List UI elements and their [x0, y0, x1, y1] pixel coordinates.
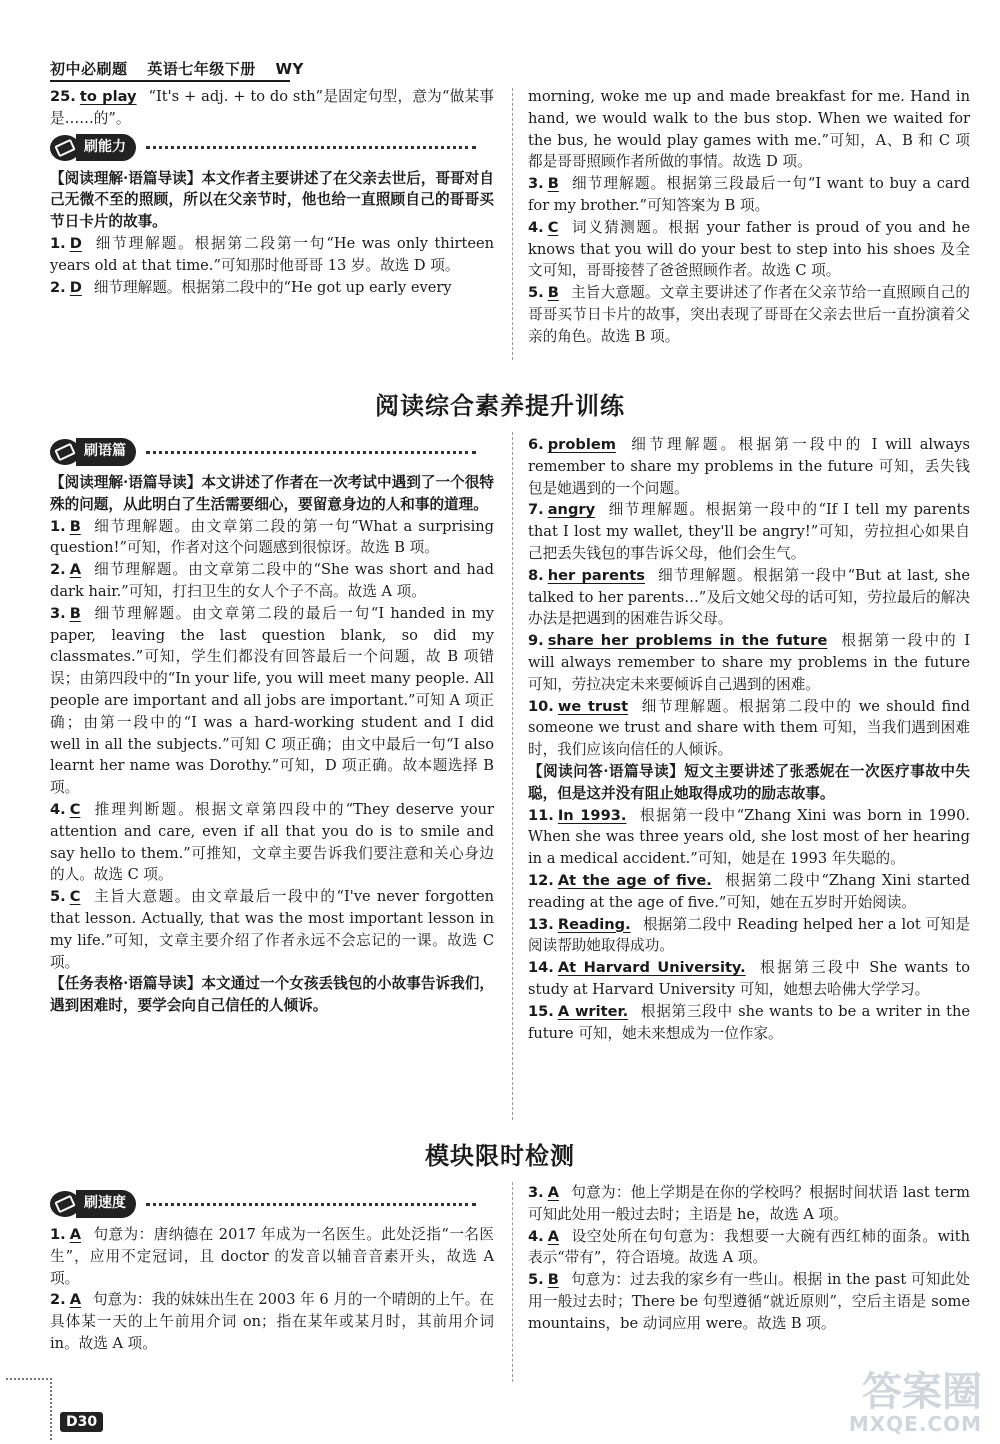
answer-key: D: [69, 234, 82, 252]
answer-key: B: [69, 604, 81, 622]
passage-guide: 【阅读理解·语篇导读】本文讲述了作者在一次考试中遇到了一个很特殊的问题，从此明白了生活需要细心，要留意身边的人和事的道理。: [50, 474, 494, 513]
passage-guide: 【阅读问答·语篇导读】短文主要讲述了张悉妮在一次医疗事故中失聪，但是这并没有阻止她取得成功的励志故事。: [528, 762, 970, 802]
passage-guide: 【任务表格·语篇导读】本文通过一个女孩丢钱包的小故事告诉我们，遇到困难时，要学会向自己信任的人倾诉。: [50, 975, 494, 1015]
brush-icon: [50, 439, 80, 465]
answer-key: to play: [79, 88, 137, 105]
passage-guide: 【阅读理解·语篇导读】本文作者主要讲述了在父亲去世后，哥哥对自己无微不至的照顾，所以在父亲节时，他也给一直照顾自己的哥哥买节日卡片的故事。: [50, 169, 494, 231]
answer-key: B: [547, 175, 559, 193]
answer-key: her parents: [547, 566, 645, 584]
answer-item: 11. In 1993. 根据第一段中“Zhang Xini was born in 1990. When she was three years old, she lost most of her hearing in a medical accident.”可知，她是在 1993 年失聪的。: [528, 806, 971, 868]
header-underline: [50, 80, 290, 82]
answer-key: we trust: [557, 697, 629, 715]
answer-key: At the age of five.: [557, 871, 712, 889]
column-divider-mid: [512, 432, 513, 1120]
section-title: 模块限时检测: [425, 1142, 575, 1170]
subject-name: 英语七年级下册: [147, 60, 256, 78]
answer-item: 5. B 句意为：过去我的家乡有一些山。根据 in the past 可知此处用一般过去时；There be 句型遵循“就近原则”，空后主语是 some mountains，be 动词应用 were。故选 B 项。: [528, 1271, 970, 1332]
book-name: 初中必刷题: [50, 60, 128, 78]
answer-key: C: [69, 800, 81, 818]
top-left-column: [50, 86, 494, 298]
answer-item: 2. D 细节理解题。根据第二段中的“He got up early every: [50, 278, 452, 296]
answer-item: 1. A 句意为：唐纳德在 2017 年成为一名医生。此处泛指“一名医生”，应用不定冠词，且 doctor 的发音以辅音音素开头，故选 A 项。: [50, 1226, 494, 1287]
brush-icon: [50, 1191, 80, 1217]
answer-item: 14. At Harvard University. 根据第三段中 She wants to study at Harvard University 可知，她想去哈佛大学学习。: [528, 959, 970, 998]
answer-key: C: [547, 218, 559, 236]
page-corner-dots: [6, 1378, 52, 1440]
dotted-rule: [146, 146, 476, 149]
answer-key: C: [69, 888, 81, 906]
continued-text: morning, woke me up and made breakfast for me. Hand in hand, we would walk to the bus stop. When we waited for the bus, he would play games with me.”可知，A、B 和 C 项都是哥哥照顾作者所做的事情。故选 D 项。: [528, 88, 970, 171]
column-divider-bottom: [512, 1182, 513, 1382]
answer-key: A: [547, 1227, 559, 1245]
answer-item: 3. A 句意为：他上学期是在你的学校吗？根据时间状语 last term 可知此处用一般过去时；主语是 he，故选 A 项。: [528, 1184, 970, 1223]
bottom-left-column: [50, 1186, 494, 1355]
section-badge: 刷能力: [50, 134, 476, 162]
answer-item: 3. B 细节理解题。根据第三段最后一句“I want to buy a card for my brother.”可知答案为 B 项。: [528, 175, 970, 214]
section-badge: 刷速度: [50, 1190, 476, 1218]
answer-item: 5. B 主旨大意题。文章主要讲述了作者在父亲节给一直照顾自己的哥哥买节日卡片的故事，突出表现了哥哥在父亲去世后一直扮演着父亲的角色。故选 B 项。: [528, 284, 970, 345]
column-divider-top: [512, 88, 513, 360]
answer-key: angry: [547, 501, 596, 519]
answer-item: 4. C 词义猜测题。根据 your father is proud of you and he knows that you will do your best to step into his shoes 及全文可知，哥哥接替了爸爸照顾作者。故选 C 项。: [528, 218, 970, 280]
answer-key: A: [69, 561, 81, 579]
top-right-column: [528, 86, 970, 348]
answer-item: 3. B 细节理解题。由文章第二段的最后一句“I handed in my paper, leaving the last question blank, so did my classmates.”可知，学生们都没有回答最后一个问题，故 B 项错误；由第四段中的“In your life, you will meet many people. All people are important and all jobs are important.”可知 A 项正确；由第一段中的“I was a hard-working student and I did well in all the subjects.”可知 C 项正确；由文中最后一句“I also learnt her name was Dorothy.”可知，D 项正确。故本题选择 B 项。: [50, 604, 494, 797]
answer-key: A writer.: [557, 1002, 629, 1020]
answer-item: 5. C 主旨大意题。由文章最后一段中的“I've never forgotten that lesson. Actually, that was the most important lesson in my life.”可知，文章主要介绍了作者永远不会忘记的一课。故选 C 项。: [50, 888, 494, 971]
answer-item: 9. share her problems in the future 根据第一段中的 I will always remember to share my problems in the future 可知，劳拉决定未来要倾诉自己遇到的困难。: [528, 632, 971, 693]
page-number: D30: [60, 1412, 103, 1432]
answer-item: 15. A writer. 根据第三段中 she wants to be a writer in the future 可知，她未来想成为一位作家。: [528, 1002, 970, 1042]
answer-key: share her problems in the future: [547, 632, 828, 650]
answer-item: 2. A 句意为：我的妹妹出生在 2003 年 6 月的一个晴朗的上午。在具体某一天的上午前用介词 on；指在某年或某月时，其前用介词 in。故选 A 项。: [50, 1291, 494, 1352]
mid-right-column: [528, 434, 970, 1044]
answer-item: 10. we trust 细节理解题。根据第二段中的 we should find someone we trust and share with them 可知，当我们遇到困难时，我们应该向信任的人倾诉。: [528, 697, 971, 759]
answer-key: B: [547, 284, 559, 302]
answer-key: A: [69, 1291, 81, 1309]
answer-key: B: [69, 517, 81, 535]
answer-key: In 1993.: [557, 806, 627, 824]
answer-item: 2. A 细节理解题。由文章第二段中的“She was short and had dark hair.”可知，打扫卫生的女人个子不高。故选 A 项。: [50, 561, 494, 600]
mid-left-column: [50, 434, 494, 1017]
answer-item: 25. to play “It's + adj. + to do sth”是固定句型，意为“做某事是……的”。: [50, 88, 494, 127]
edition-name: WY: [275, 60, 304, 78]
watermark: 答案圈 MXQE.COM: [848, 1369, 982, 1436]
answer-key: B: [547, 1271, 559, 1289]
answer-item: 8. her parents 细节理解题。根据第一段中“But at last, she talked to her parents…”及后文她父母的话可知，劳拉最后的解决办法是把遇到的困难告诉父母。: [528, 566, 970, 628]
answer-item: 13. Reading. 根据第二段中 Reading helped her a lot 可知是阅读帮助她取得成功。: [528, 915, 970, 955]
section-badge: 刷语篇: [50, 438, 476, 466]
answer-key: A: [69, 1226, 81, 1243]
page-header: [50, 58, 318, 79]
answer-item: 4. A 设空处所在句句意为：我想要一大碗有西红柿的面条。with 表示“带有”，符合语境。故选 A 项。: [528, 1227, 970, 1267]
answer-key: At Harvard University.: [557, 959, 746, 977]
answer-item: 4. C 推理判断题。根据文章第四段中的“They deserve your attention and care, even if all that you do is to smile and say hello to them.”可推知，文章主要告诉我们要注意和关心身边的人。故选 C 项。: [50, 800, 494, 884]
bottom-right-column: [528, 1182, 970, 1335]
answer-item: 12. At the age of five. 根据第二段中“Zhang Xini started reading at the age of five.”可知，她在五岁时开始阅读。: [528, 871, 970, 911]
answer-item: 7. angry 细节理解题。根据第一段中的“If I tell my parents that I lost my wallet, they'll be angry!”可知，劳拉担心如果自己把丢失钱包的事告诉父母，他们会生气。: [528, 501, 970, 562]
answer-key: Reading.: [557, 915, 631, 933]
answer-key: D: [69, 278, 82, 296]
answer-item: 6. problem 细节理解题。根据第一段中的 I will always remember to share my problems in the future 可知，丢失钱包是她遇到的一个问题。: [528, 436, 970, 497]
answer-key: A: [547, 1184, 559, 1201]
answer-item: 1. D 细节理解题。根据第二段第一句“He was only thirteen years old at that time.”可知那时他哥哥 13 岁。故选 D 项。: [50, 234, 494, 274]
answer-item: 1. B 细节理解题。由文章第二段的第一句“What a surprising question!”可知，作者对这个问题感到很惊讶。故选 B 项。: [50, 517, 494, 557]
section-title: 阅读综合素养提升训练: [375, 392, 625, 420]
answer-key: problem: [547, 436, 616, 453]
dotted-rule: [146, 1203, 476, 1206]
brush-icon: [50, 135, 80, 161]
dotted-rule: [146, 451, 476, 454]
